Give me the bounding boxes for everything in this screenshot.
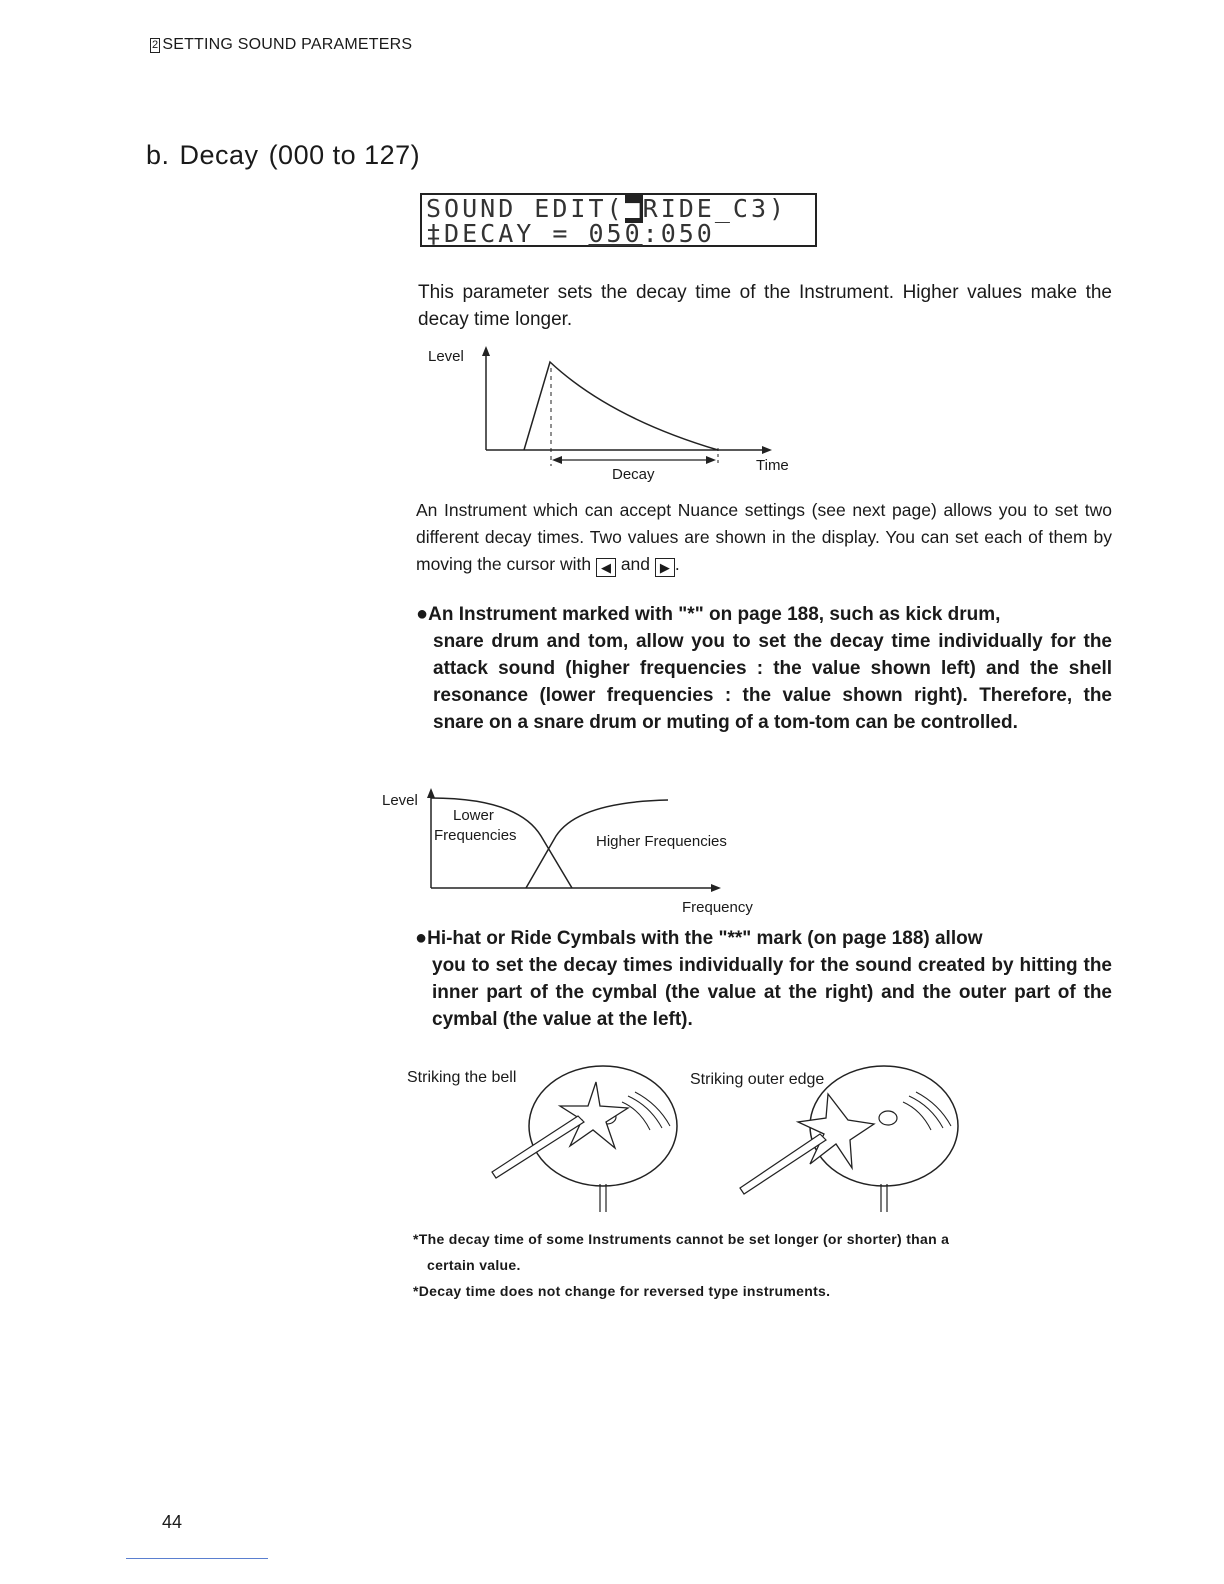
cursor-left-key-icon: ◀ [596, 558, 616, 577]
lcd-line-1 [426, 196, 811, 221]
bullet1-first-line: An Instrument marked with "*" on page 188, such as kick drum, [428, 604, 1001, 625]
note-1 [413, 1226, 1113, 1278]
bullet-dot-icon: ● [415, 927, 428, 949]
nuance-end: . [674, 554, 680, 574]
bullet1-rest: snare drum and tom, allow you to set the decay time individually for the attack sound (higher frequencies : the value shown left) and the shell resonance (lower frequencies : the value shown right). Therefore, the snare on a snare drum or muting of a tom-tom can be controlled. [433, 631, 1112, 733]
footnotes [413, 1226, 1113, 1304]
note-2: *Decay time does not change for reversed type instruments. [413, 1283, 831, 1299]
bullet2-first-line: Hi-hat or Ride Cymbals with the "**" mark (on page 188) allow [427, 928, 983, 949]
section-title [146, 140, 430, 171]
freq-y-arrow-icon [427, 788, 435, 798]
decay-label: Decay [612, 466, 655, 483]
lcd-line-2 [426, 221, 811, 246]
lcd-value-left: 050 [588, 219, 643, 248]
bullet-attack-shell [416, 601, 1112, 736]
lcd-line1-suffix: RIDE_C3) [642, 194, 788, 223]
decay-x-arrow-icon [762, 446, 772, 454]
decay-time-label: Time [756, 457, 789, 474]
higher-frequencies-label: Higher Frequencies [596, 833, 727, 850]
frequency-diagram [378, 780, 778, 920]
freq-level-label: Level [382, 792, 418, 809]
cursor-right-key-icon: ▶ [655, 558, 675, 577]
lcd-line2-prefix: ‡DECAY = [426, 219, 589, 248]
lcd-display [420, 193, 817, 247]
decay-level-label: Level [428, 348, 464, 365]
decay-arrow-right-icon [706, 456, 716, 464]
lcd-separator: : [642, 219, 661, 248]
bullet2-rest: you to set the decay times individually for the sound created by hitting the inner part of the cymbal (the value at the right) and the outer part of the cymbal (the value at the left). [432, 955, 1112, 1030]
lcd-value-right: 050 [660, 219, 715, 248]
page-number: 44 [162, 1512, 183, 1532]
decay-envelope-curve [524, 362, 718, 450]
decay-envelope-diagram [420, 340, 810, 490]
frequency-axis-label: Frequency [682, 899, 753, 916]
nuance-paragraph [416, 497, 1112, 578]
section-range: (000 to 127) [268, 140, 421, 170]
cymbal-right-bell [879, 1111, 897, 1125]
lcd-line1-prefix: SOUND EDIT( [426, 194, 625, 223]
scan-edge-line [126, 1558, 268, 1559]
bullet-dot-icon: ● [416, 603, 429, 625]
cymbal-bell-illustration [492, 1066, 677, 1212]
note1-first-line: *The decay time of some Instruments cannot be set longer (or shorter) than a [413, 1231, 950, 1247]
lower-label-line2: Frequencies [434, 827, 517, 844]
running-header [150, 36, 412, 54]
nuance-text: An Instrument which can accept Nuance settings (see next page) allows you to set two different decay times. Two values are shown in the display. You can set each of them by moving the cursor with [416, 500, 1112, 574]
header-title: SETTING SOUND PARAMETERS [162, 36, 413, 53]
freq-x-arrow-icon [711, 884, 721, 892]
section-number: 2 [152, 39, 159, 51]
section-name: Decay [179, 140, 259, 170]
lcd-cursor: ■ [624, 194, 643, 223]
intro-paragraph: This parameter sets the decay time of the Instrument. Higher values make the decay time longer. [418, 282, 1112, 330]
nuance-and: and [620, 554, 651, 574]
decay-y-arrow-icon [482, 346, 490, 356]
cymbal-diagram [400, 1060, 980, 1220]
lower-label-line1: Lower [453, 807, 494, 824]
note1-rest: certain value. [427, 1257, 521, 1273]
drumstick-right [740, 1134, 826, 1194]
decay-arrow-left-icon [552, 456, 562, 464]
bullet-cymbals [415, 925, 1112, 1033]
striking-bell-label: Striking the bell [407, 1069, 517, 1086]
striking-edge-label: Striking outer edge [690, 1071, 825, 1088]
section-letter: b. [146, 140, 170, 170]
